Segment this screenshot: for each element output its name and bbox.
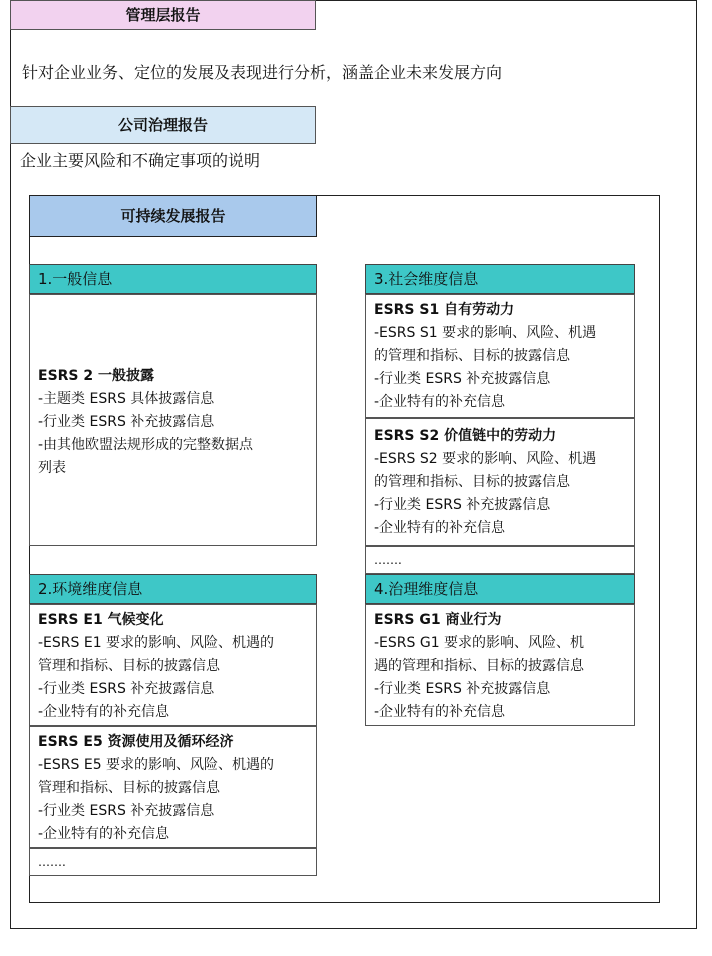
- esrs-e1-line: -企业特有的补充信息: [38, 704, 170, 720]
- esrs-s1-line: -行业类 ESRS 补充披露信息: [374, 371, 551, 387]
- esrs-2-line: -由其他欧盟法规形成的完整数据点: [38, 437, 254, 453]
- esrs-g1-line: -ESRS G1 要求的影响、风险、机: [374, 635, 585, 651]
- esrs-s1-line: -ESRS S1 要求的影响、风险、机遇: [374, 325, 597, 341]
- social-more-ellipsis: …….: [365, 546, 635, 574]
- governance-report-desc: 企业主要风险和不确定事项的说明: [20, 151, 261, 170]
- esrs-e5-line: 管理和指标、目标的披露信息: [38, 780, 220, 796]
- section-environment-header: 2.环境维度信息: [29, 574, 317, 604]
- esrs-s2-title: ESRS S2 价值链中的劳动力: [374, 428, 557, 444]
- esrs-g1-line: 遇的管理和指标、目标的披露信息: [374, 658, 584, 674]
- esrs-2-line: -主题类 ESRS 具体披露信息: [38, 391, 215, 407]
- esrs-s2-line: -企业特有的补充信息: [374, 520, 506, 536]
- section-governance-header: 4.治理维度信息: [365, 574, 635, 604]
- esrs-s2-box: [365, 418, 635, 546]
- esrs-e1-title: ESRS E1 气候变化: [38, 612, 164, 628]
- environment-more-ellipsis: …….: [29, 848, 317, 876]
- sustainability-report-title: 可持续发展报告: [29, 195, 317, 237]
- section-general-header: 1.一般信息: [29, 264, 317, 294]
- esrs-e1-line: -ESRS E1 要求的影响、风险、机遇的: [38, 635, 275, 651]
- esrs-s1-line: 的管理和指标、目标的披露信息: [374, 348, 570, 364]
- esrs-g1-box: [365, 604, 635, 726]
- governance-report-title: 公司治理报告: [10, 106, 316, 144]
- esrs-e1-line: 管理和指标、目标的披露信息: [38, 658, 220, 674]
- esrs-2-title: ESRS 2 一般披露: [38, 368, 154, 384]
- section-social-header: 3.社会维度信息: [365, 264, 635, 294]
- esrs-s2-line: -ESRS S2 要求的影响、风险、机遇: [374, 451, 597, 467]
- esrs-e1-line: -行业类 ESRS 补充披露信息: [38, 681, 215, 697]
- esrs-s2-line: 的管理和指标、目标的披露信息: [374, 474, 570, 490]
- management-report-desc: 针对企业业务、定位的发展及表现进行分析，涵盖企业未来发展方向: [22, 63, 503, 82]
- esrs-e5-title: ESRS E5 资源使用及循环经济: [38, 734, 234, 750]
- esrs-s1-title: ESRS S1 自有劳动力: [374, 302, 515, 318]
- esrs-s2-line: -行业类 ESRS 补充披露信息: [374, 497, 551, 513]
- esrs-2-box: [29, 294, 317, 546]
- esrs-s1-line: -企业特有的补充信息: [374, 394, 506, 410]
- esrs-s1-box: [365, 294, 635, 418]
- esrs-e5-line: -行业类 ESRS 补充披露信息: [38, 803, 215, 819]
- esrs-e5-line: -企业特有的补充信息: [38, 826, 170, 842]
- esrs-e1-box: [29, 604, 317, 726]
- management-report-title: 管理层报告: [10, 0, 316, 30]
- esrs-2-line: -行业类 ESRS 补充披露信息: [38, 414, 215, 430]
- esrs-g1-line: -行业类 ESRS 补充披露信息: [374, 681, 551, 697]
- esrs-e5-box: [29, 726, 317, 848]
- esrs-e5-line: -ESRS E5 要求的影响、风险、机遇的: [38, 757, 275, 773]
- esrs-2-line: 列表: [38, 460, 66, 476]
- esrs-g1-line: -企业特有的补充信息: [374, 704, 506, 720]
- esrs-g1-title: ESRS G1 商业行为: [374, 612, 502, 628]
